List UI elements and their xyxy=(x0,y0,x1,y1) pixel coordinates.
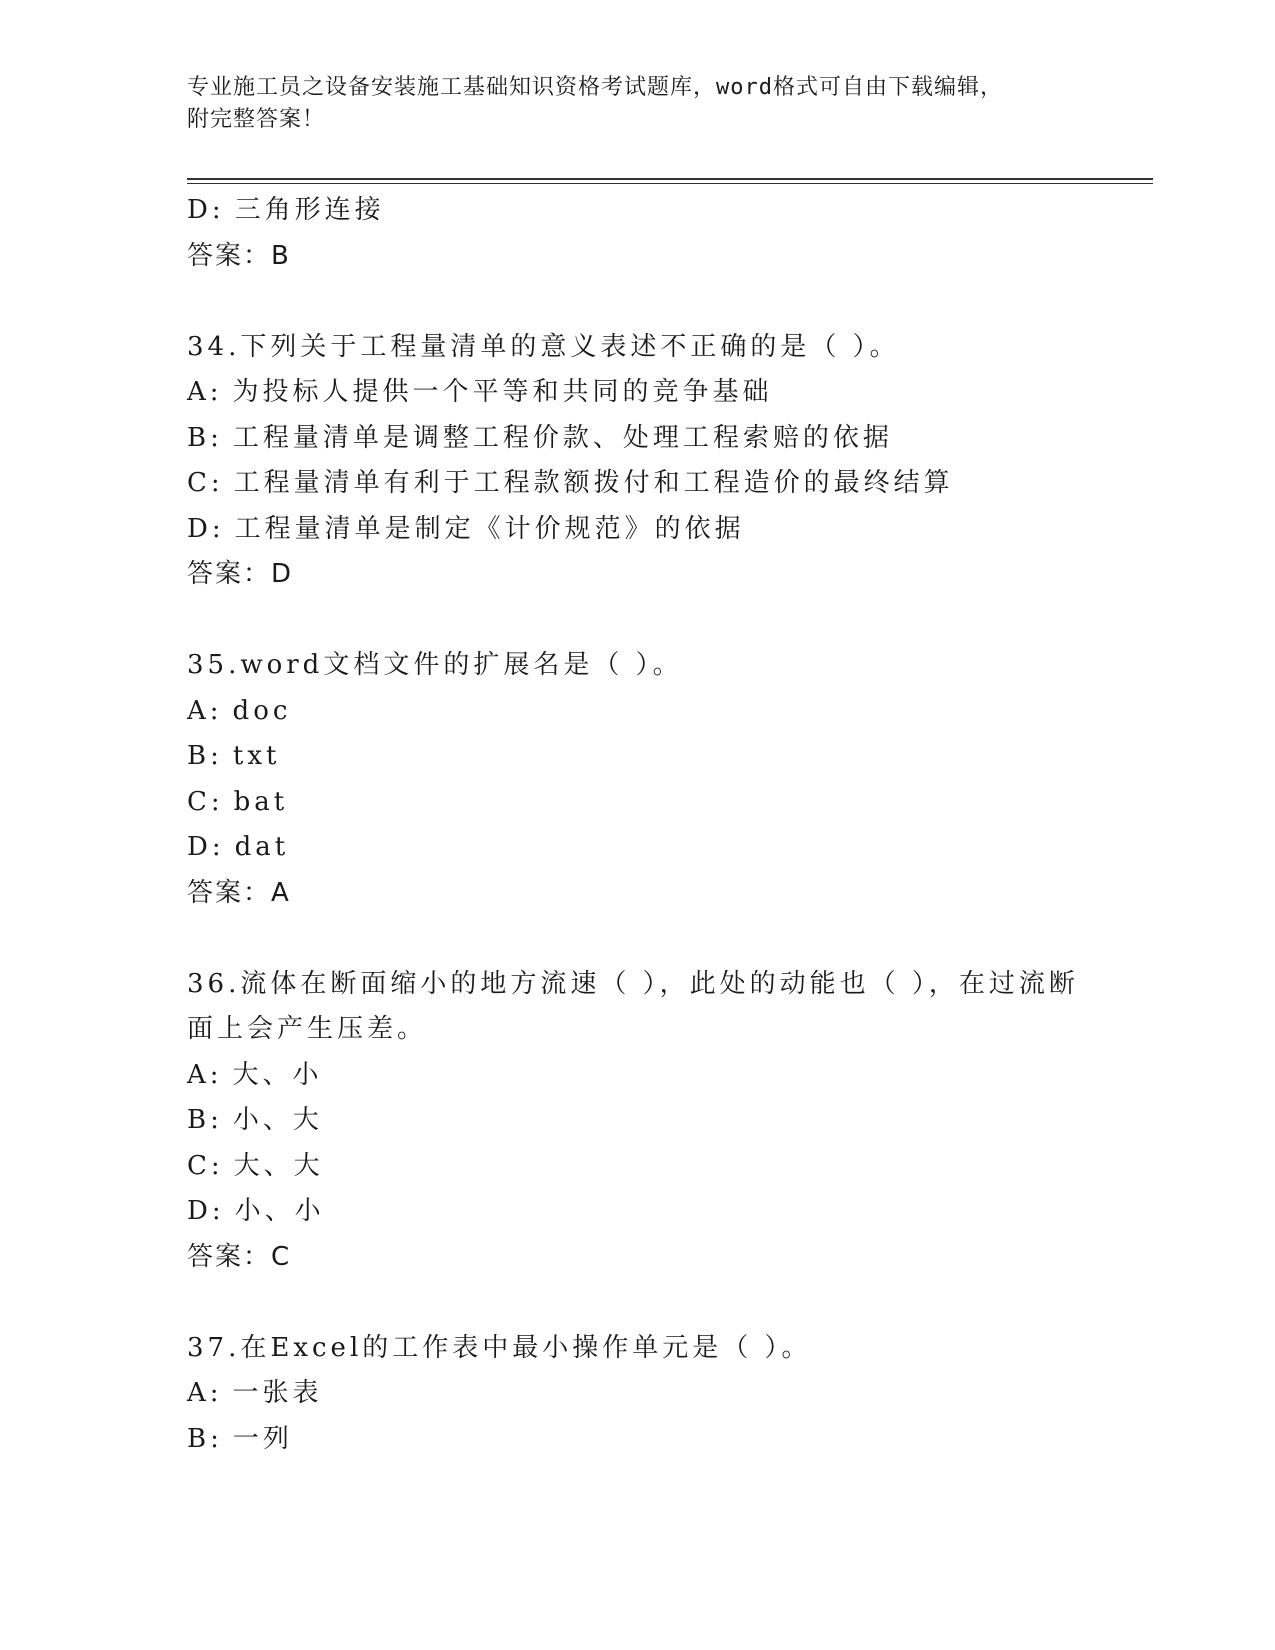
question-36-stem-line-2: 面上会产生压差。 xyxy=(187,1014,428,1044)
option-text: 大、小 xyxy=(232,1059,323,1090)
option-text: 大、大 xyxy=(233,1150,324,1181)
option-label: A: xyxy=(187,695,223,726)
option-label: B: xyxy=(187,741,223,771)
option-label: C: xyxy=(187,1150,224,1181)
question-content xyxy=(187,188,1127,1462)
header-line-1: 专业施工员之设备安装施工基础知识资格考试题库，word格式可自由下载编辑， xyxy=(187,75,1003,100)
spacer xyxy=(187,916,1127,962)
option-text: 工程量清单有利于工程款额拨付和工程造价的最终结算 xyxy=(233,468,954,498)
option-label: A: xyxy=(187,1378,223,1408)
document-header xyxy=(187,72,1067,136)
option-label: C: xyxy=(187,786,224,817)
header-divider-top xyxy=(187,178,1153,180)
question-36-stem-line-1: 36.流体在断面缩小的地方流速（ ），此处的动能也（ ），在过流断 xyxy=(187,968,1079,999)
option-text: 小、大 xyxy=(232,1105,323,1135)
option-label: B: xyxy=(187,1105,223,1135)
option-text: 工程量清单是制定《计价规范》的依据 xyxy=(234,513,745,544)
option-text: txt xyxy=(232,741,281,771)
option-label: D: xyxy=(187,832,225,862)
option-text: bat xyxy=(233,786,289,817)
question-36-option-a xyxy=(187,1053,1127,1099)
header-divider-bottom xyxy=(187,183,1153,184)
question-36-option-c xyxy=(187,1144,1127,1190)
question-37-option-b xyxy=(187,1417,1127,1463)
header-line-2: 附完整答案！ xyxy=(187,107,326,132)
spacer xyxy=(187,279,1127,325)
question-37-stem: 37.在Excel的工作表中最小操作单元是（ ）。 xyxy=(187,1332,812,1363)
option-text: 三角形连接 xyxy=(234,195,385,225)
option-text: 小、小 xyxy=(234,1196,325,1226)
option-label: A: xyxy=(187,377,223,407)
question-36-option-b xyxy=(187,1098,1127,1144)
question-34-option-c xyxy=(187,461,1127,507)
option-text: dat xyxy=(234,832,290,862)
option-text: 一列 xyxy=(232,1423,293,1454)
spacer xyxy=(187,598,1127,644)
option-label: D: xyxy=(187,195,225,225)
option-label: C: xyxy=(187,468,224,498)
option-text: doc xyxy=(232,695,292,726)
question-35-option-b xyxy=(187,734,1127,780)
option-label: B: xyxy=(187,422,223,453)
question-35-option-c xyxy=(187,780,1127,826)
spacer xyxy=(187,1280,1127,1326)
question-34-answer: 答案：D xyxy=(187,559,294,589)
question-37-option-a xyxy=(187,1371,1127,1417)
option-text: 为投标人提供一个平等和共同的竞争基础 xyxy=(232,377,773,407)
prev-answer: 答案：B xyxy=(187,240,291,271)
option-label: D: xyxy=(187,513,225,544)
option-label: B: xyxy=(187,1423,223,1454)
option-text: 工程量清单是调整工程价款、处理工程索赔的依据 xyxy=(232,422,893,453)
prev-option-d xyxy=(187,188,1127,234)
question-34-option-d xyxy=(187,507,1127,553)
question-35-stem: 35.word文档文件的扩展名是（ ）。 xyxy=(187,650,683,680)
option-label: A: xyxy=(187,1059,223,1090)
question-35-answer: 答案：A xyxy=(187,877,291,908)
question-34-stem: 34.下列关于工程量清单的意义表述不正确的是（ ）。 xyxy=(187,331,900,362)
question-35-option-d xyxy=(187,825,1127,871)
question-36-answer: 答案：C xyxy=(187,1241,292,1272)
option-label: D: xyxy=(187,1196,225,1226)
question-34-option-b xyxy=(187,416,1127,462)
option-text: 一张表 xyxy=(232,1378,323,1408)
question-36-option-d xyxy=(187,1189,1127,1235)
question-35-option-a xyxy=(187,689,1127,735)
question-34-option-a xyxy=(187,370,1127,416)
